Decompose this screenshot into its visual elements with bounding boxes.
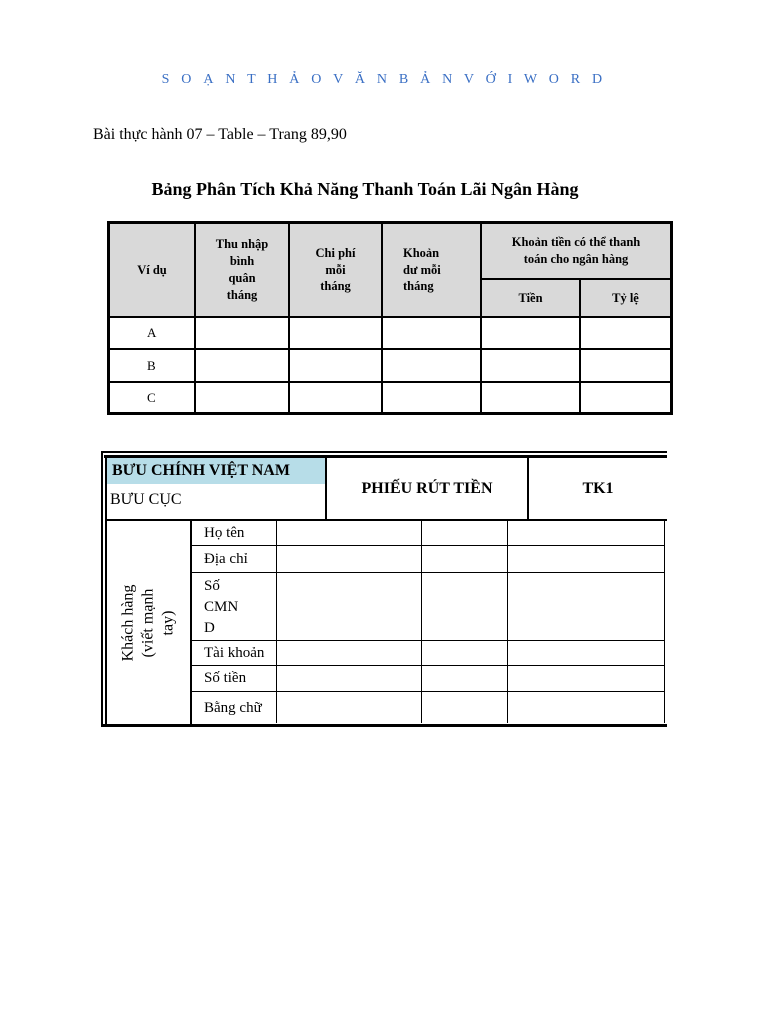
field-bang-chu: Bằng chữ [204, 699, 262, 716]
header-chi-phi-line2: mỗi [325, 262, 346, 277]
post-office-label: BƯU CỤC [110, 491, 182, 508]
header-thu-nhap-line2: bình [229, 254, 255, 269]
field-so-tien: Số tiền [204, 670, 247, 686]
frame-line [101, 724, 667, 727]
field-so-cmnd-line2: CMN [204, 599, 239, 615]
form-code: TK1 [582, 480, 614, 497]
header-khoan-du-line1: Khoản [403, 245, 440, 260]
field-so-cmnd-line1: Số [204, 578, 220, 594]
exercise-subtitle: Bài thực hành 07 – Table – Trang 89,90 [93, 126, 347, 143]
org-name: BƯU CHÍNH VIỆT NAM [112, 462, 290, 479]
header-khoan-du-line2: dư mỗi [403, 262, 441, 277]
header-chi-phi-line1: Chi phí [315, 245, 356, 260]
document-header: S O Ạ N T H Ả O V Ă N B Ả N V Ớ I W O R D [161, 72, 607, 87]
frame-line [190, 521, 192, 727]
form-title: PHIẾU RÚT TIỀN [361, 480, 493, 497]
header-ty-le: Tỷ lệ [581, 280, 670, 316]
row-label-a: A [110, 318, 194, 348]
frame-line [101, 451, 103, 727]
grid-line [664, 521, 665, 723]
header-tien: Tiền [482, 280, 579, 316]
side-label-line1: Khách hàng [119, 584, 137, 661]
grid-line [507, 521, 508, 723]
table1-title: Bảng Phân Tích Khả Năng Thanh Toán Lãi Ngân Hàng [151, 179, 579, 199]
header-khoan-tien-line1: Khoản tiền có thể thanh [511, 235, 641, 250]
header-thu-nhap-line1: Thu nhập [215, 237, 269, 252]
customer-side-label [107, 521, 190, 724]
row-label-c: C [110, 383, 194, 412]
header-thu-nhap-line4: tháng [226, 287, 258, 302]
header-khoan-tien-line2: toán cho ngân hàng [523, 252, 629, 266]
grid-line [421, 521, 422, 723]
field-tai-khoan: Tài khoản [204, 644, 265, 661]
side-label-line3: tay) [159, 610, 177, 635]
field-so-cmnd [204, 576, 238, 639]
header-chi-phi-line3: tháng [320, 279, 351, 294]
field-dia-chi: Địa chỉ [204, 550, 248, 567]
field-ho-ten: Họ tên [204, 524, 245, 541]
side-label-line2: (viết mạnh [139, 588, 157, 657]
grid-line [192, 545, 665, 546]
row-label-b: B [110, 350, 194, 381]
header-vi-du: Ví dụ [110, 224, 194, 316]
grid-line [192, 665, 665, 666]
field-so-cmnd-line3: D [204, 620, 215, 636]
frame-line [101, 451, 667, 453]
header-thu-nhap-line3: quân [228, 271, 256, 285]
grid-line [192, 572, 665, 573]
customer-side-label-text [118, 584, 178, 661]
grid-line [192, 691, 665, 692]
header-khoan-du-line3: tháng [403, 279, 434, 294]
grid-line [276, 521, 277, 723]
